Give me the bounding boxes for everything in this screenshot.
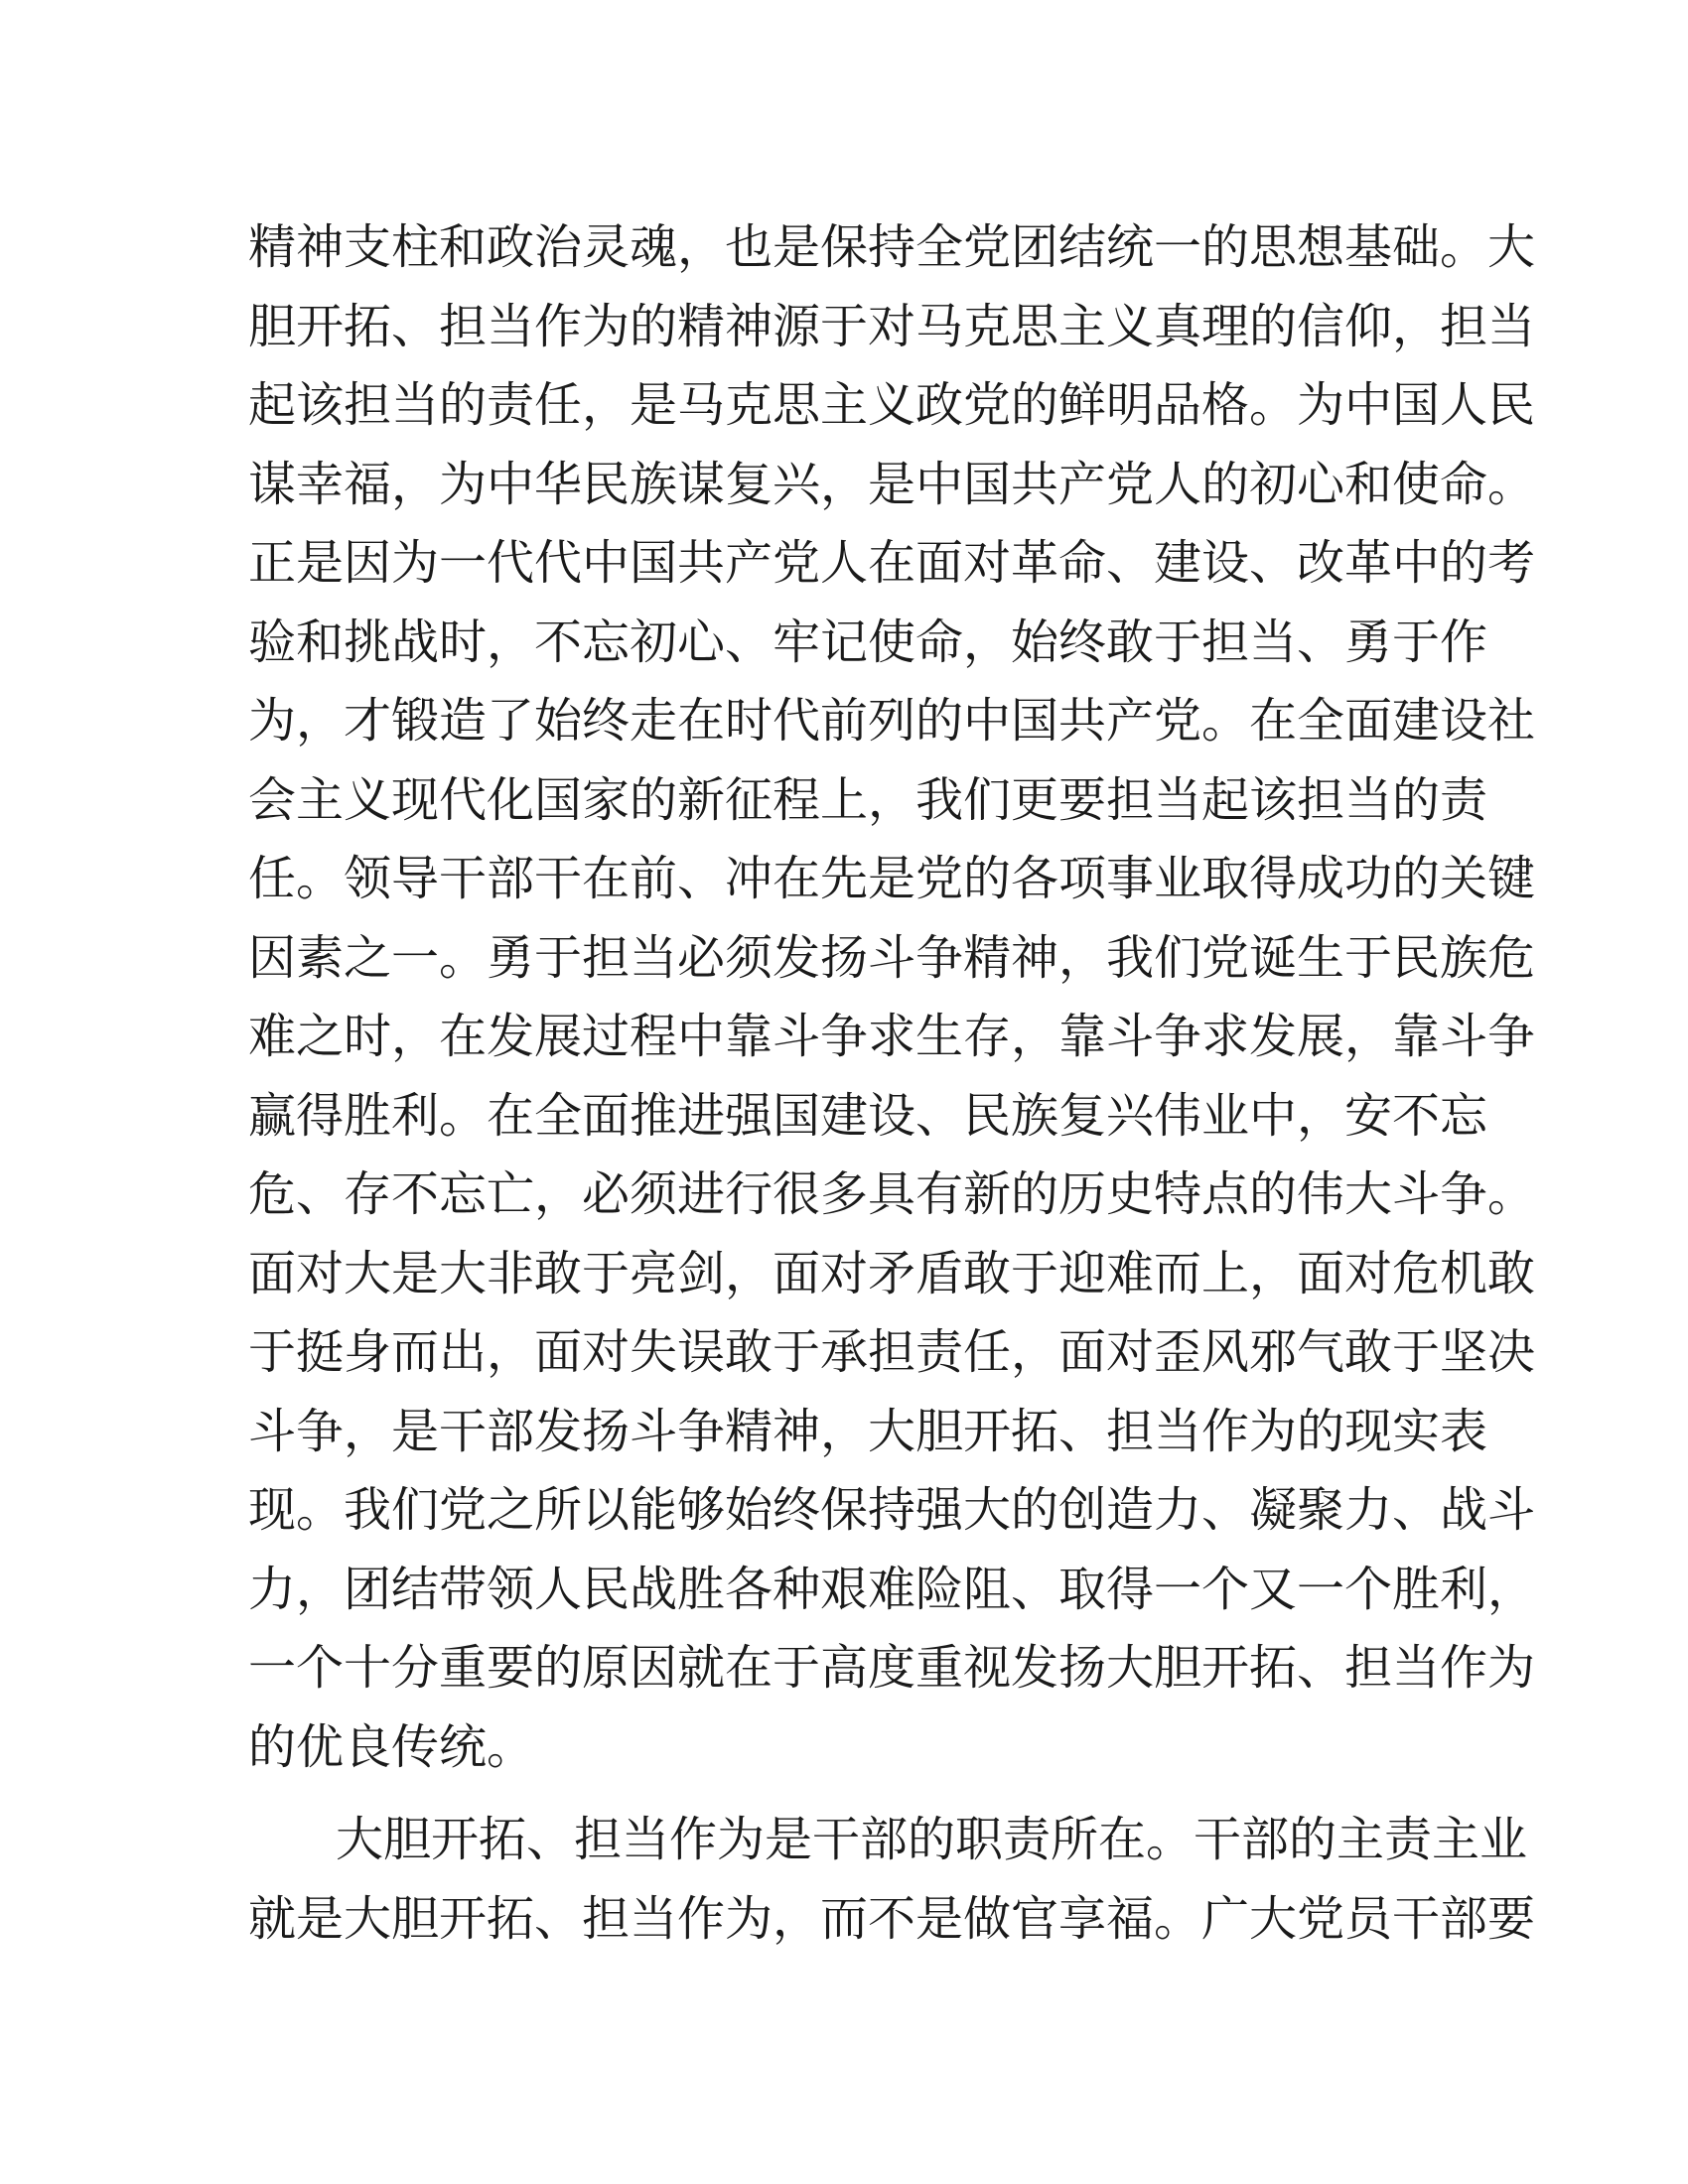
text-line: 就是大胆开拓、担当作为，而不是做官享福。广大党员干部要 <box>248 1890 1536 1947</box>
text-line: 正是因为一代代中国共产党人在面对革命、建设、改革中的考 <box>248 535 1536 591</box>
text-line: 验和挑战时，不忘初心、牢记使命，始终敢于担当、勇于作 <box>248 614 1488 670</box>
text-line: 斗争，是干部发扬斗争精神，大胆开拓、担当作为的现实表 <box>248 1403 1488 1459</box>
text-line: 面对大是大非敢于亮剑，面对矛盾敢于迎难而上，面对危机敢 <box>248 1245 1536 1301</box>
text-line: 危、存不忘亡，必须进行很多具有新的历史特点的伟大斗争。 <box>248 1166 1536 1222</box>
paragraph-2 <box>248 1801 1536 1959</box>
document-body <box>248 208 1536 1959</box>
text-line: 起该担当的责任，是马克思主义政党的鲜明品格。为中国人民 <box>248 377 1536 433</box>
text-line: 赢得胜利。在全面推进强国建设、民族复兴伟业中，安不忘 <box>248 1087 1488 1144</box>
text-line: 一个十分重要的原因就在于高度重视发扬大胆开拓、担当作为 <box>248 1640 1536 1696</box>
text-line: 任。领导干部干在前、冲在先是党的各项事业取得成功的关键 <box>248 851 1536 906</box>
text-line: 现。我们党之所以能够始终保持强大的创造力、凝聚力、战斗 <box>248 1482 1536 1538</box>
text-line: 谋幸福，为中华民族谋复兴，是中国共产党人的初心和使命。 <box>248 456 1536 512</box>
text-line: 难之时，在发展过程中靠斗争求生存，靠斗争求发展，靠斗争 <box>248 1009 1536 1064</box>
text-line: 为，才锻造了始终走在时代前列的中国共产党。在全面建设社 <box>248 693 1536 749</box>
text-line: 因素之一。勇于担当必须发扬斗争精神，我们党诞生于民族危 <box>248 929 1536 986</box>
text-line: 力，团结带领人民战胜各种艰难险阻、取得一个又一个胜利， <box>248 1561 1536 1617</box>
text-line: 的优良传统。 <box>248 1718 535 1775</box>
text-line: 会主义现代化国家的新征程上，我们更要担当起该担当的责 <box>248 771 1488 828</box>
paragraph-1 <box>248 208 1536 1787</box>
paragraph-spacer <box>248 1787 1440 1801</box>
text-line: 精神支柱和政治灵魂，也是保持全党团结统一的思想基础。大 <box>248 219 1536 275</box>
text-line: 大胆开拓、担当作为是干部的职责所在。干部的主责主业 <box>336 1812 1528 1867</box>
text-line: 胆开拓、担当作为的精神源于对马克思主义真理的信仰，担当 <box>248 298 1536 354</box>
text-line: 于挺身而出，面对失误敢于承担责任，面对歪风邪气敢于坚决 <box>248 1324 1536 1380</box>
